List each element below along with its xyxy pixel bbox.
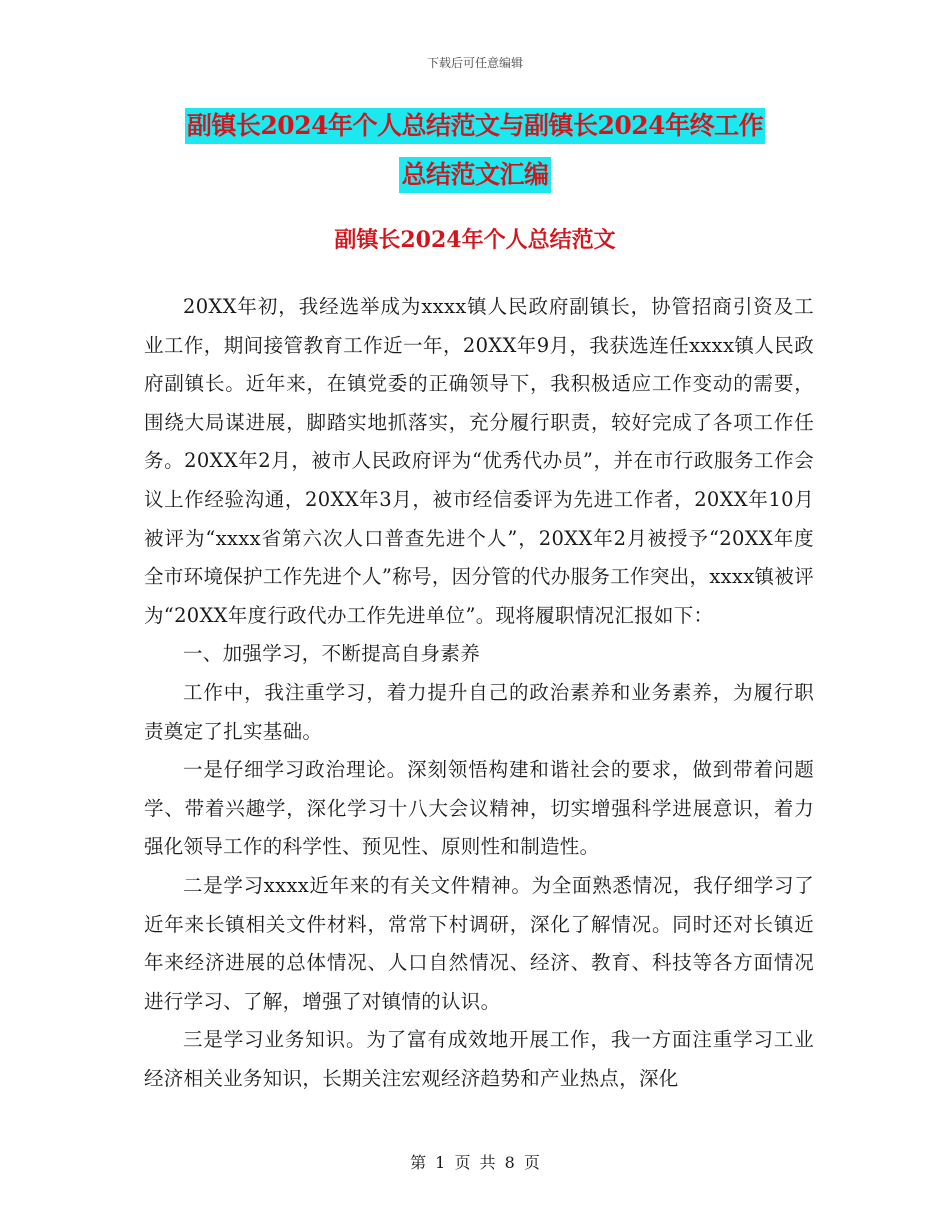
document-title-line-2: 总结范文汇编 — [399, 157, 550, 193]
paragraph: 一是仔细学习政治理论。深刻领悟构建和谐社会的要求，做到带着问题学、带着兴趣学，深化学习十八大会议精神，切实增强科学进展意识，着力强化领导工作的科学性、预见性、原则性和制造性。 — [144, 758, 814, 859]
section-title: 副镇长2024年个人总结范文 — [334, 227, 616, 253]
header-note: 下载后可任意编辑 — [426, 56, 523, 70]
heading-1: 一、加强学习，不断提高自身素养 — [183, 642, 481, 666]
paragraph: 工作中，我注重学习，着力提升自己的政治素养和业务素养，为履行职责奠定了扎实基础。 — [144, 680, 814, 743]
document-title-line-1: 副镇长2024年个人总结范文与副镇长2024年终工作 — [185, 108, 765, 144]
paragraph-intro: 20XX年初，我经选举成为xxxx镇人民政府副镇长，协管招商引资及工业工作，期间接管教育工作近一年，20XX年9月，我获选连任xxxx镇人民政府副镇长。近年来，在镇党委的正确领导下，我积极适应工作变动的需要，围绕大局谋进展，脚踏实地抓落实，充分履行职责，较好完成了各项工作任务。20XX年2月，被市人民政府评为“优秀代办员”，并在市行政服务工作会议上作经验沟通，20XX年3月，被市经信委评为先进工作者，20XX年10月被评为“xxxx省第六次人口普查先进个人”，20XX年2月被授予“20XX年度全市环境保护工作先进个人”称号，因分管的代办服务工作突出，xxxx镇被评为“20XX年度行政代办工作先进单位”。现将履职情况汇报如下： — [144, 295, 814, 627]
document-body — [144, 288, 814, 1098]
paragraph: 二是学习xxxx近年来的有关文件精神。为全面熟悉情况，我仔细学习了近年来长镇相关文件材料，常常下村调研，深化了解情况。同时还对长镇近年来经济进展的总体情况、人口自然情况、经济、教育、科技等各方面情况进行学习、了解，增强了对镇情的认识。 — [144, 873, 814, 1013]
document-title — [0, 108, 950, 206]
page-number: 第 1 页 共 8 页 — [410, 1153, 540, 1172]
paragraph: 三是学习业务知识。为了富有成效地开展工作，我一方面注重学习工业经济相关业务知识，长期关注宏观经济趋势和产业热点，深化 — [144, 1028, 814, 1090]
